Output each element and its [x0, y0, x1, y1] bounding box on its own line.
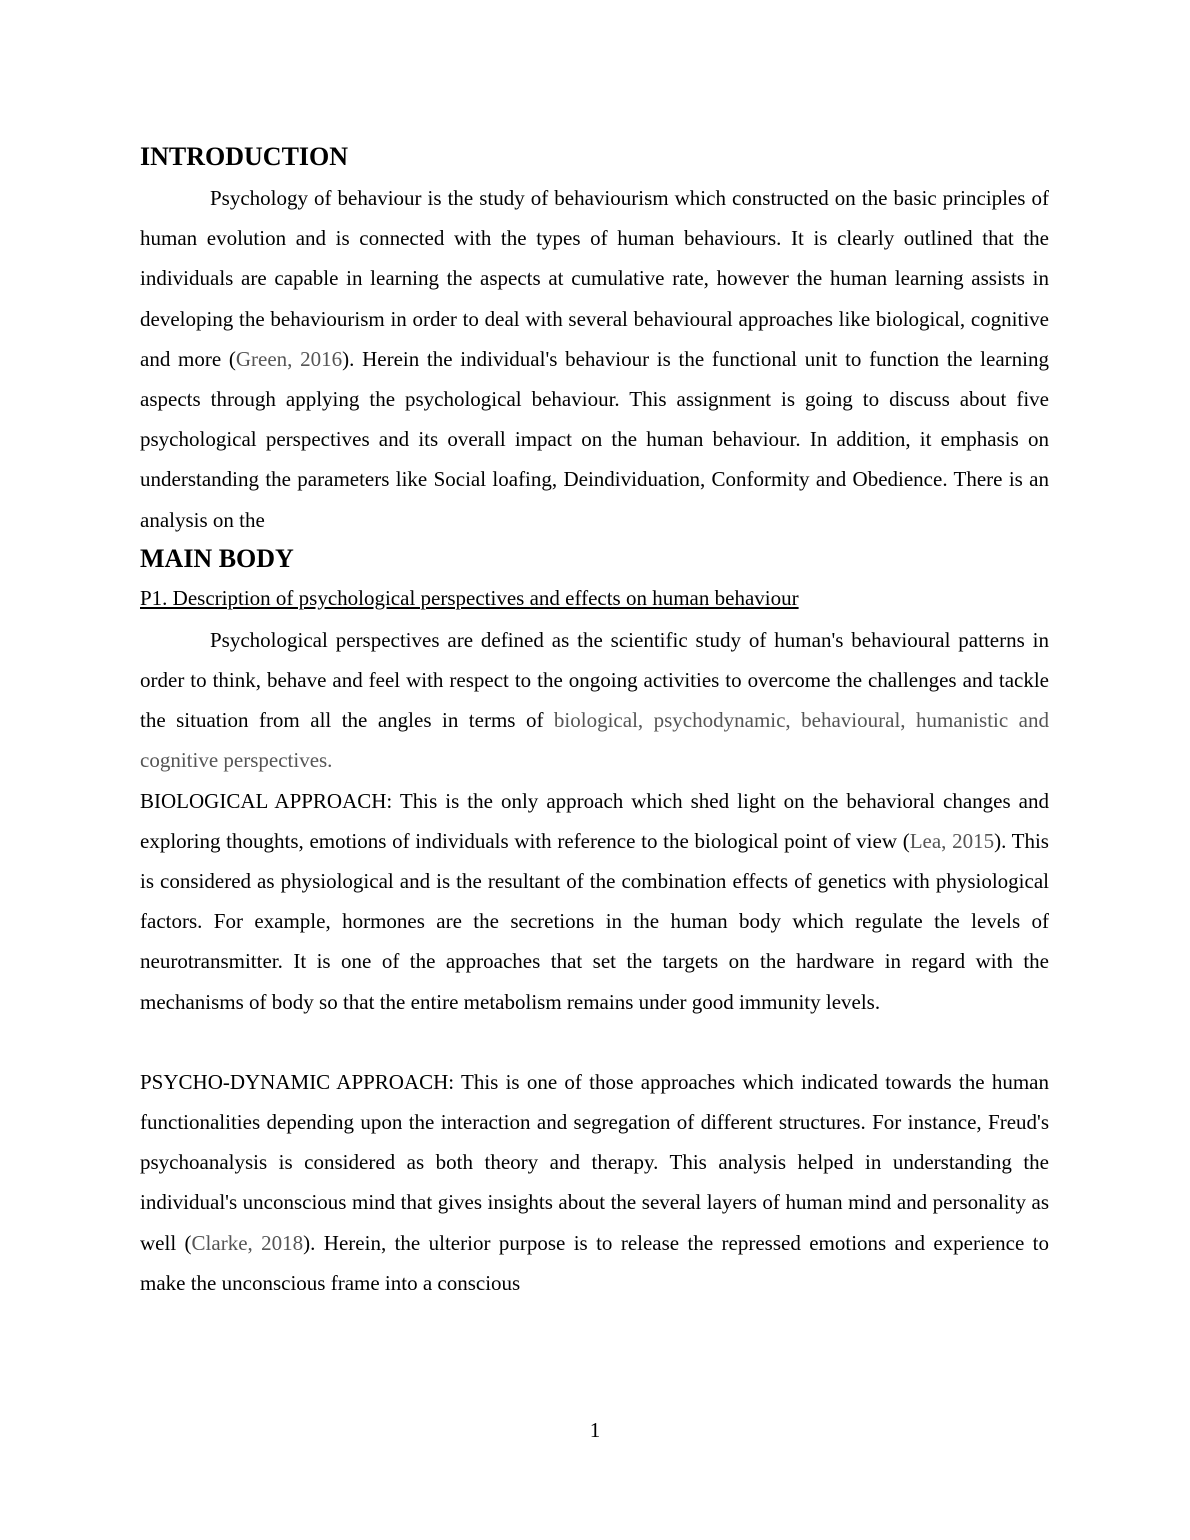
citation-green: Green, 2016 [235, 346, 343, 371]
perspectives-list: biological, psychodynamic, behavioural, humanistic and cognitive perspectives. [140, 708, 1049, 773]
psychodynamic-text-a: PSYCHO-DYNAMIC APPROACH: This is one of those approaches which indicated towards the human functionalities depending upon the interaction and segregation of different structures. For instance, Freud's psychoanalysis is considered as both theory and therapy. This analysis helped in understanding the individual's unconscious mind that gives insights about the several layers of human mind and personality as well ( [140, 1069, 1049, 1255]
introduction-heading: INTRODUCTION [140, 142, 349, 171]
main-body-heading: MAIN BODY [140, 543, 294, 573]
psychodynamic-approach-paragraph [140, 1062, 1049, 1303]
introduction-paragraph [140, 178, 1049, 540]
biological-text-b: ). This is considered as physiological and is the resultant of the combination effects of genetics with physiological factors. For example, hormones are the secretions in the human body which regulate the levels of neurotransmitter. It is one of the approaches that set the targets on the hardware in regard with the mechanisms of body so that the entire metabolism remains under good immunity levels. [140, 828, 1049, 1014]
psychodynamic-text-b: ). Herein, the ulterior purpose is to release the repressed emotions and experience to make the unconscious frame into a conscious [140, 1230, 1049, 1295]
biological-text-a: BIOLOGICAL APPROACH: This is the only approach which shed light on the behavioral changes and exploring thoughts, emotions of individuals with reference to the biological point of view ( [140, 788, 1049, 853]
biological-approach-paragraph [140, 781, 1049, 1022]
section-subheading-p1: P1. Description of psychological perspectives and effects on human behaviour [140, 585, 799, 610]
perspectives-text: Psychological perspectives are defined as the scientific study of human's behavioural patterns in order to think, behave and feel with respect to the ongoing activities to overcome the challenges and tackle the situation from all the angles in terms of [140, 627, 1049, 733]
page-number: 1 [589, 1418, 601, 1442]
citation-lea: Lea, 2015 [909, 828, 995, 853]
document-page [140, 140, 1049, 1303]
paragraph-spacer [140, 1022, 1049, 1062]
introduction-text-b: ). Herein the individual's behaviour is the functional unit to function the learning aspects through applying the psychological behaviour. This assignment is going to discuss about five psychological perspectives and its overall impact on the human behaviour. In addition, it emphasis on understanding the parameters like Social loafing, Deindividuation, Conformity and Obedience. There is an analysis on the [140, 346, 1049, 532]
perspectives-paragraph [140, 620, 1049, 781]
citation-clarke: Clarke, 2018 [191, 1230, 304, 1255]
introduction-text-a: Psychology of behaviour is the study of behaviourism which constructed on the basic principles of human evolution and is connected with the types of human behaviours. It is clearly outlined that the individuals are capable in learning the aspects at cumulative rate, however the human learning assists in developing the behaviourism in order to deal with several behavioural approaches like biological, cognitive and more ( [140, 186, 1049, 371]
